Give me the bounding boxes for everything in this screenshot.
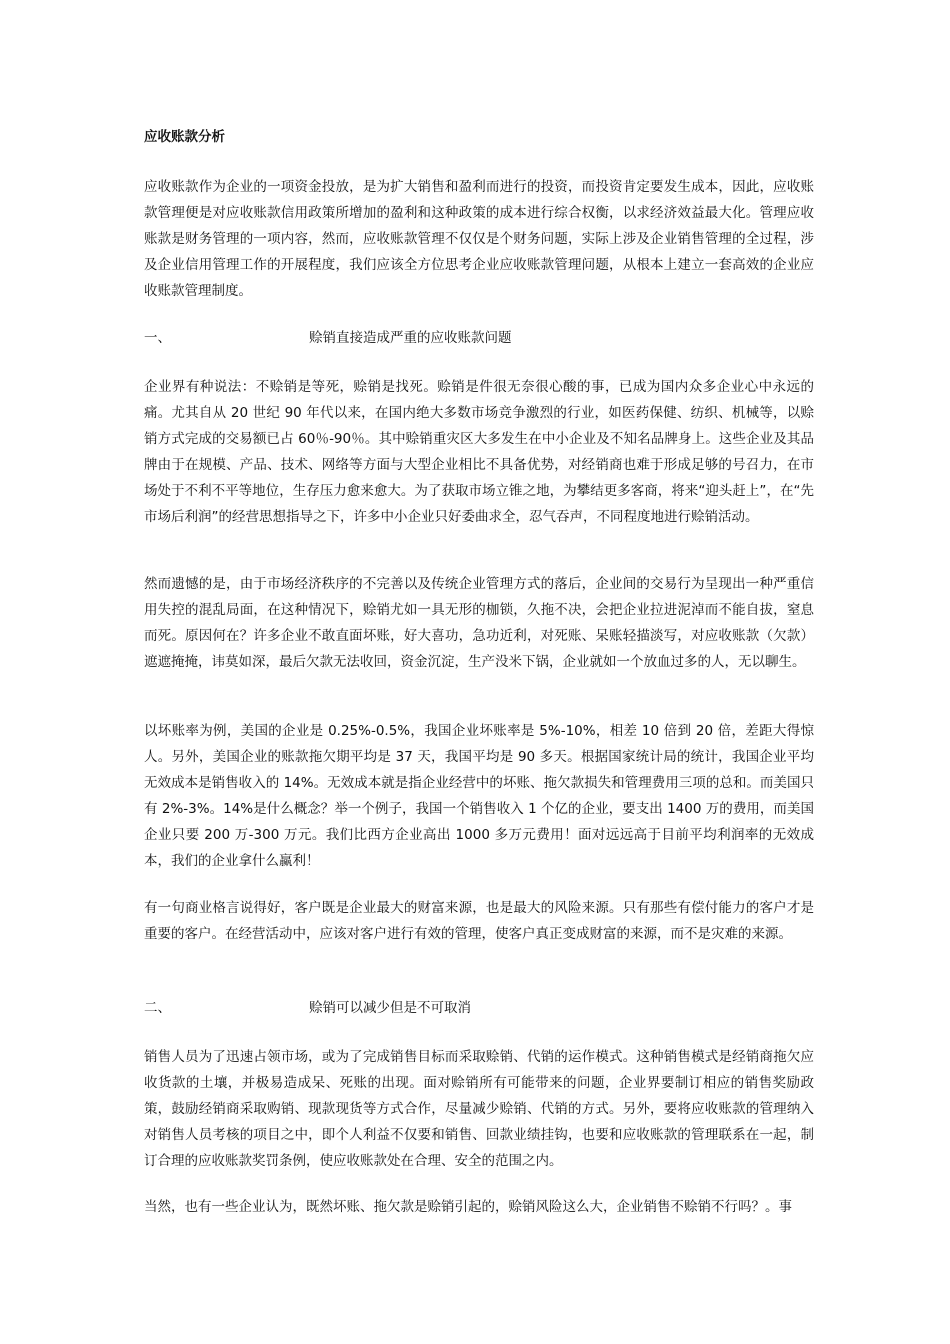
section-number: 二、 [144, 1000, 171, 1016]
paragraph-bad-debt-rate: 以坏账率为例，美国的企业是 0.25%-0.5%，我国企业坏账率是 5%-10%，相差 10 倍到 20 倍，差距大得惊人。另外，美国企业的账款拖欠期平均是 37 天，我国平均是 90 多天。根据国家统计局的统计，我国企业平均无效成本是销售收入的 14%。无效成本就是指企业经营中的坏账、拖欠款损失和管理费用三项的总和。而美国只有 2%-3%。14%是什么概念？举一个例子，我国一个销售收入 1 个亿的企业，要支出 1400 万的费用，而美国企业只要 200 万-300 万元。我们比西方企业高出 1000 多万元费用！面对远远高于目前平均利润率的无效成本，我们的企业拿什么赢利！ [144, 723, 814, 869]
section-number: 一、 [144, 330, 171, 346]
document-title: 应收账款分析 [144, 129, 225, 145]
intro-paragraph: 应收账款作为企业的一项资金投放，是为扩大销售和盈利而进行的投资，而投资肯定要发生成本，因此，应收账款管理便是对应收账款信用政策所增加的盈利和这种政策的成本进行综合权衡，以求经济效益最大化。管理应收账款是财务管理的一项内容，然而，应收账款管理不仅仅是个财务问题，实际上涉及企业销售管理的全过程，涉及企业信用管理工作的开展程度，我们应该全方位思考企业应收账款管理问题，从根本上建立一套高效的企业应收账款管理制度。 [144, 179, 814, 299]
paragraph-credit-sales: 企业界有种说法：不赊销是等死，赊销是找死。赊销是件很无奈很心酸的事，已成为国内众多企业心中永远的痛。尤其自从 20 世纪 90 年代以来，在国内绝大多数市场竞争激烈的行业，如医药保健、纺织、机械等，以赊销方式完成的交易额已占 60％-90％。其中赊销重灾区大多发生在中小企业及不知名品牌身上。这些企业及其品牌由于在规模、产品、技术、网络等方面与大型企业相比不具备优势，对经销商也难于形成足够的号召力，在市场处于不利不平等地位，生存压力愈来愈大。为了获取市场立锥之地，为攀结更多客商，将来“迎头赶上”，在“先市场后利润”的经营思想指导之下，许多中小企业只好委曲求全，忍气吞声，不同程度地进行赊销活动。 [144, 379, 814, 525]
section-heading-text: 赊销直接造成严重的应收账款问题 [309, 330, 512, 346]
paragraph-credit-chaos: 然而遗憾的是，由于市场经济秩序的不完善以及传统企业管理方式的落后，企业间的交易行为呈现出一种严重信用失控的混乱局面，在这种情况下，赊销尤如一具无形的枷锁，久拖不决，会把企业拉进泥淖而不能自拔，窒息而死。原因何在？许多企业不敢直面坏账，好大喜功，急功近利，对死账、呆账轻描淡写，对应收账款（欠款）遮遮掩掩，讳莫如深，最后欠款无法收回，资金沉淀，生产没米下锅，企业就如一个放血过多的人，无以聊生。 [144, 576, 814, 670]
paragraph-sales-policy: 销售人员为了迅速占领市场，或为了完成销售目标而采取赊销、代销的运作模式。这种销售模式是经销商拖欠应收货款的土壤，并极易造成呆、死账的出现。面对赊销所有可能带来的问题，企业界要制订相应的销售奖励政策，鼓励经销商采取购销、现款现货等方式合作，尽量减少赊销、代销的方式。另外，要将应收账款的管理纳入对销售人员考核的项目之中，即个人利益不仅要和销售、回款业绩挂钩，也要和应收账款的管理联系在一起，制订合理的应收账款奖罚条例，使应收账款处在合理、安全的范围之内。 [144, 1049, 814, 1169]
paragraph-credit-necessity: 当然，也有一些企业认为，既然坏账、拖欠款是赊销引起的，赊销风险这么大，企业销售不赊销不行吗？。事 [144, 1199, 792, 1215]
paragraph-customer-risk: 有一句商业格言说得好，客户既是企业最大的财富来源，也是最大的风险来源。只有那些有偿付能力的客户才是重要的客户。在经营活动中，应该对客户进行有效的管理，使客户真正变成财富的来源，而不是灾难的来源。 [144, 900, 814, 942]
section-heading-text: 赊销可以减少但是不可取消 [309, 1000, 471, 1016]
